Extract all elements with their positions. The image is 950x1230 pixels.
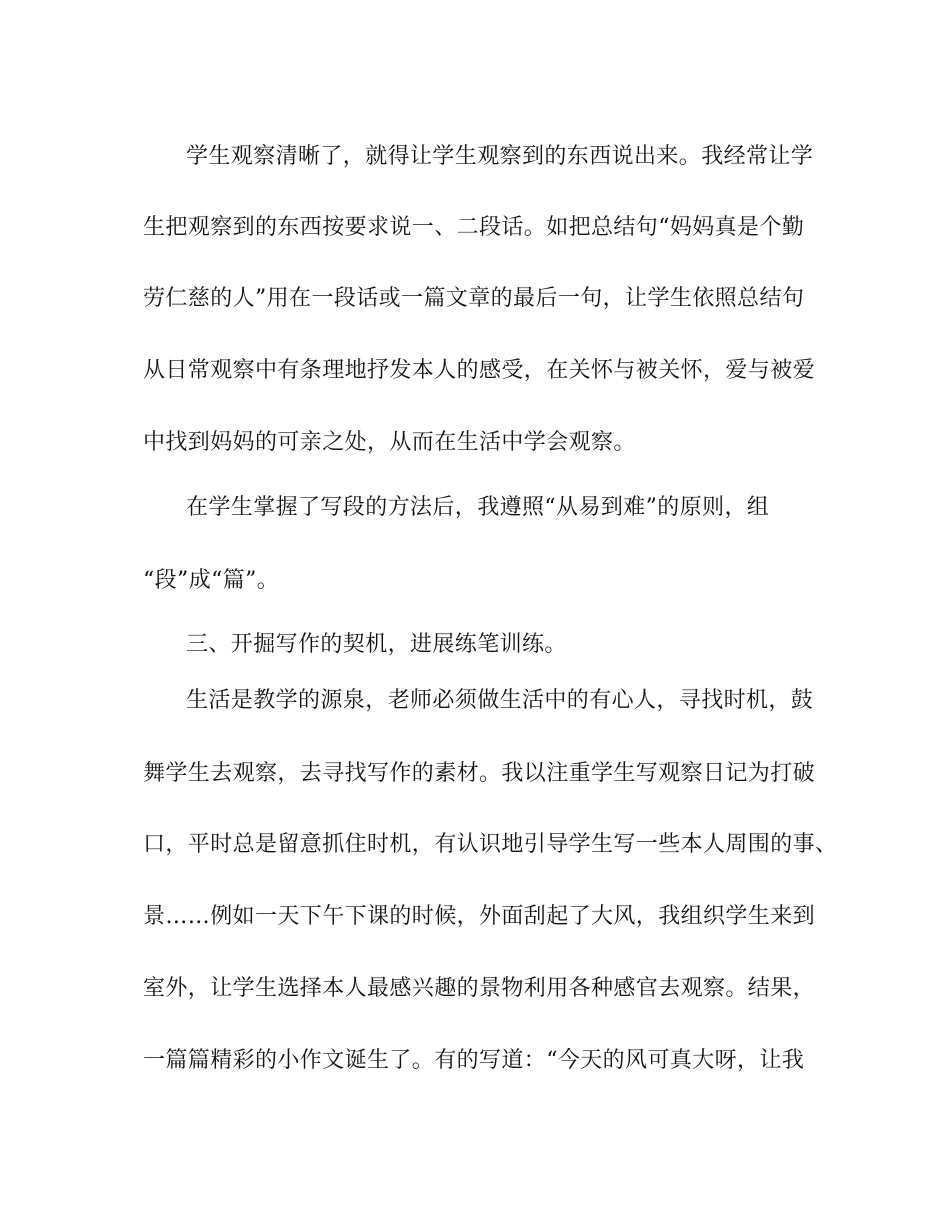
- paragraph-3-line-2: 舞学生去观察，去寻找写作的素材。我以注重学生写观察日记为打破: [143, 761, 816, 786]
- paragraph-1-line-4: 从日常观察中有条理地抒发本人的感受，在关怀与被关怀，爱与被爱: [143, 358, 816, 383]
- paragraph-3-line-3: 口，平时总是留意抓住时机，有认识地引导学生写一些本人周围的事、: [143, 832, 838, 857]
- section-heading: 三、开掘写作的契机，进展练笔训练。: [186, 632, 567, 657]
- paragraph-3-line-1: 生活是教学的源泉，老师必须做生活中的有心人，寻找时机，鼓: [186, 688, 814, 713]
- paragraph-3-line-4: 景……例如一天下午下课的时候，外面刮起了大风，我组织学生来到: [143, 904, 816, 929]
- paragraph-2-line-2: “段”成“篇”。: [143, 568, 280, 593]
- paragraph-1-line-5: 中找到妈妈的可亲之处，从而在生活中学会观察。: [143, 430, 636, 455]
- paragraph-1-line-3: 劳仁慈的人”用在一段话或一篇文章的最后一句，让学生依照总结句: [143, 286, 805, 311]
- paragraph-3-line-6: 一篇篇精彩的小作文诞生了。有的写道：“今天的风可真大呀，让我: [143, 1048, 805, 1073]
- paragraph-3-line-5: 室外，让学生选择本人最感兴趣的景物利用各种感官去观察。结果，: [143, 976, 816, 1001]
- paragraph-2-line-1: 在学生掌握了写段的方法后，我遵照“从易到难”的原则，组: [186, 495, 770, 520]
- paragraph-1-line-1: 学生观察清晰了，就得让学生观察到的东西说出来。我经常让学: [186, 144, 814, 169]
- paragraph-1-line-2: 生把观察到的东西按要求说一、二段话。如把总结句“妈妈真是个勤: [143, 215, 805, 240]
